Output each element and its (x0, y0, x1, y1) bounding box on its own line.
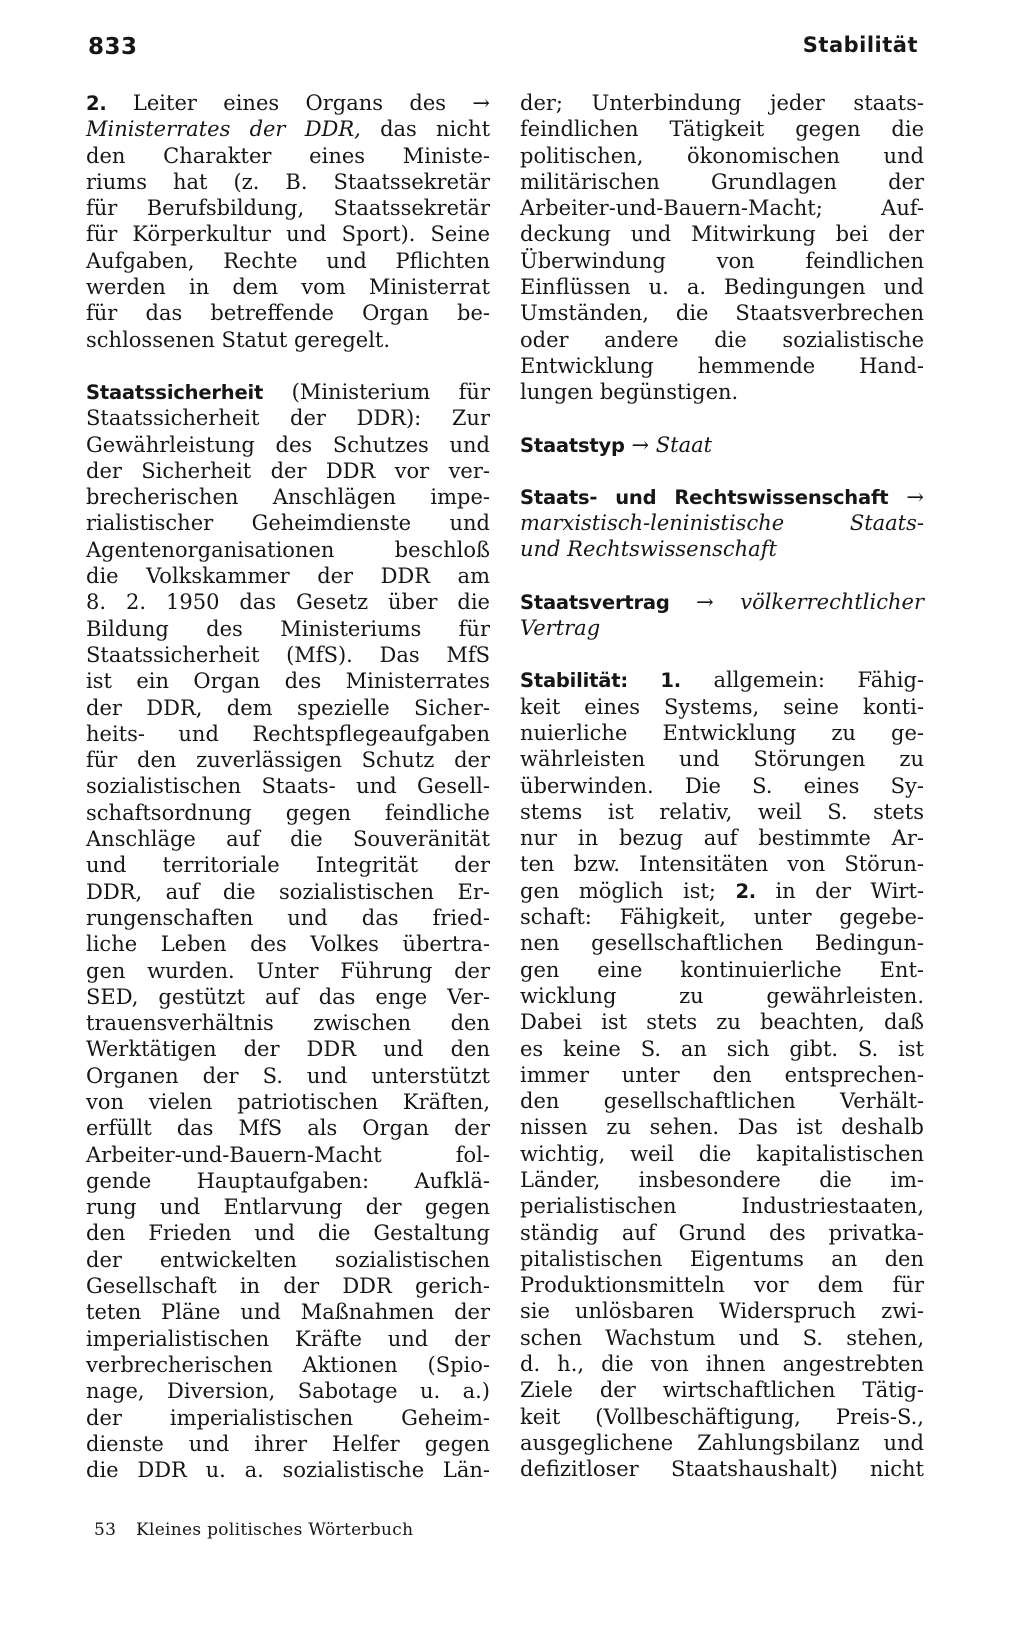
line-text: der Sicherheit der DDR vor ver- (86, 458, 490, 483)
line-text: Organen der S. und unterstützt (86, 1063, 490, 1088)
line-text: für den zuverlässigen Schutz der (86, 748, 490, 773)
line-text: werden in dem vom Ministerrat (86, 275, 490, 300)
line-text: Länder, insbesondere die im- (520, 1167, 924, 1192)
text-line (520, 1220, 924, 1246)
text-line (520, 379, 924, 405)
line-text: feindlichen Tätigkeit gegen die (520, 117, 924, 142)
line-text: Bildung des Ministeriums für (86, 616, 490, 641)
text-line (520, 1141, 924, 1167)
text-line (520, 116, 924, 142)
text-line (520, 589, 924, 615)
line-text: das nicht (360, 117, 491, 142)
line-text: Arbeiter-und-Bauern-Macht; Auf- (520, 196, 924, 221)
line-text: militärischen Grundlagen der (520, 169, 924, 194)
text-line (86, 1431, 490, 1457)
line-text: Gesellschaft in der DDR gerich- (86, 1274, 490, 1299)
line-text: DDR, auf die sozialistischen Er- (86, 879, 490, 904)
line-text: rialistischer Geheimdienste und (86, 511, 490, 536)
line-text: brecherischen Anschlägen impe- (86, 485, 490, 510)
text-line (86, 747, 490, 773)
text-line (86, 405, 490, 431)
line-text: teten Pläne und Maßnahmen der (86, 1300, 490, 1325)
text-line (86, 379, 490, 405)
italic-reference: und Rechtswissenschaft (520, 537, 777, 562)
text-line (520, 1272, 924, 1298)
text-line (86, 195, 490, 221)
entry-keyword: Staats- und Rechtswissenschaft (520, 485, 889, 509)
text-line (86, 852, 490, 878)
line-text: der DDR, dem spezielle Sicher- (86, 695, 490, 720)
entry-keyword: Staatstyp (520, 433, 625, 457)
line-text: oder andere die sozialistische (520, 327, 924, 352)
right-column (520, 90, 924, 1483)
text-line (86, 484, 490, 510)
line-text: schlossenen Statut geregelt. (86, 327, 391, 352)
text-line (520, 1062, 924, 1088)
line-text: erfüllt das MfS als Organ der (86, 1116, 490, 1141)
text-line (86, 274, 490, 300)
line-text: → (888, 484, 924, 509)
paragraph-gap (520, 406, 924, 432)
text-line (520, 983, 924, 1009)
line-text: riums hat (z. B. Staatssekretär (86, 169, 490, 194)
text-line (86, 800, 490, 826)
line-text: nen gesellschaftlichen Bedingun- (520, 931, 924, 956)
text-line (86, 1299, 490, 1325)
text-line (520, 694, 924, 720)
italic-reference: marxistisch-leninistische Staats- (520, 511, 924, 536)
text-line (86, 1378, 490, 1404)
text-line (86, 1063, 490, 1089)
line-text: deckung und Mitwirkung bei der (520, 222, 924, 247)
line-text: schaftsordnung gegen feindliche (86, 800, 490, 825)
italic-reference: Vertrag (520, 616, 601, 641)
line-text: ständig auf Grund des privatka- (520, 1220, 924, 1245)
line-text: der imperialistischen Geheim- (86, 1405, 490, 1430)
line-text: nuierliche Entwicklung zu ge- (520, 720, 924, 745)
line-text: Leiter eines Organs des → (106, 91, 490, 115)
text-line (520, 957, 924, 983)
text-line (520, 1193, 924, 1219)
text-line (86, 1457, 490, 1483)
text-line (520, 773, 924, 799)
line-text: rung und Entlarvung der gegen (86, 1195, 490, 1220)
text-line (86, 432, 490, 458)
italic-reference: völkerrechtlicher (740, 589, 924, 614)
page-number: 833 (88, 34, 138, 60)
line-text: heits- und Rechtspflegeaufgaben (86, 721, 490, 746)
text-line (86, 879, 490, 905)
page-footer (94, 1520, 413, 1540)
text-line (86, 931, 490, 957)
line-text: gen möglich ist; (520, 878, 736, 903)
text-line (520, 195, 924, 221)
left-column (86, 90, 490, 1483)
text-line (520, 143, 924, 169)
line-text: Anschläge auf die Souveränität (86, 827, 490, 852)
entry-keyword: Stabilität: 1. (520, 669, 681, 693)
line-text: gen eine kontinuierliche Ent- (520, 957, 924, 982)
running-head: Stabilität (802, 33, 918, 57)
line-text: von vielen patriotischen Kräften, (86, 1089, 490, 1114)
text-line (86, 958, 490, 984)
line-text: ist ein Organ des Ministerrates (86, 669, 490, 694)
paragraph-gap (86, 353, 490, 379)
line-text: nissen zu sehen. Das ist deshalb (520, 1115, 924, 1140)
entry-keyword: Staatssicherheit (86, 380, 264, 404)
line-text: Überwindung von feindlichen (520, 248, 924, 273)
line-text: gende Hauptaufgaben: Aufklä- (86, 1168, 490, 1193)
line-text: defizitloser Staatshaushalt) nicht (520, 1457, 924, 1482)
text-line (520, 878, 924, 904)
text-line (86, 169, 490, 195)
line-text: Ziele der wirtschaftlichen Tätig- (520, 1378, 924, 1403)
line-text: Arbeiter-und-Bauern-Macht fol- (86, 1142, 490, 1167)
line-text: für Berufsbildung, Staatssekretär (86, 196, 490, 221)
text-line (520, 1298, 924, 1324)
text-line (86, 695, 490, 721)
line-text: liche Leben des Volkes übertra- (86, 932, 490, 957)
line-text: Dabei ist stets zu beachten, daß (520, 1010, 924, 1035)
text-line (86, 826, 490, 852)
text-line (86, 1168, 490, 1194)
book-title: Kleines politisches Wörterbuch (135, 1520, 414, 1540)
text-line (520, 327, 924, 353)
text-line (520, 536, 924, 562)
text-line (86, 642, 490, 668)
line-text: schen Wachstum und S. stehen, (520, 1325, 924, 1350)
line-text: immer unter den entsprechen- (520, 1062, 924, 1087)
text-line (520, 1377, 924, 1403)
text-line (86, 143, 490, 169)
text-line (86, 984, 490, 1010)
text-line (520, 825, 924, 851)
line-text: pitalistischen Eigentums an den (520, 1246, 924, 1271)
line-text: Werktätigen der DDR und den (86, 1037, 490, 1062)
text-line (86, 1352, 490, 1378)
text-line (86, 510, 490, 536)
line-text: überwinden. Die S. eines Sy- (520, 773, 924, 798)
text-line (520, 248, 924, 274)
line-text: für Körperkultur und Sport). Seine (86, 222, 490, 247)
entry-keyword: 2. (735, 879, 757, 903)
line-text: Agentenorganisationen beschloß (86, 537, 490, 562)
text-line (520, 746, 924, 772)
text-line (86, 1089, 490, 1115)
text-line (86, 116, 490, 142)
text-line (86, 616, 490, 642)
line-text: die DDR u. a. sozialistische Län- (86, 1458, 490, 1483)
line-text: den Charakter eines Ministe- (86, 143, 490, 168)
text-line (520, 1036, 924, 1062)
line-text: währleisten und Störungen zu (520, 747, 924, 772)
text-line (520, 1167, 924, 1193)
line-text: es keine S. an sich gibt. S. ist (520, 1036, 924, 1061)
line-text: die Volkskammer der DDR am (86, 564, 490, 589)
line-text: nage, Diversion, Sabotage u. a.) (86, 1379, 490, 1404)
text-line (86, 668, 490, 694)
italic-reference: Staat (655, 432, 713, 457)
text-line (520, 799, 924, 825)
text-line (86, 1247, 490, 1273)
text-line (520, 930, 924, 956)
line-text: Gewährleistung des Schutzes und (86, 432, 490, 457)
line-text: (Ministerium für (263, 379, 490, 404)
line-text: den Frieden und die Gestaltung (86, 1221, 490, 1246)
line-text: den gesellschaftlichen Verhält- (520, 1089, 924, 1114)
line-text: d. h., die von ihnen angestrebten (520, 1352, 924, 1377)
text-line (520, 484, 924, 510)
line-text: sie unlösbaren Widerspruch zwi- (520, 1299, 924, 1324)
text-line (520, 432, 924, 458)
line-text: 8. 2. 1950 das Gesetz über die (86, 590, 490, 615)
text-line (86, 773, 490, 799)
line-text: Produktionsmitteln vor dem für (520, 1273, 924, 1298)
text-line (86, 1194, 490, 1220)
line-text: ten bzw. Intensitäten von Störun- (520, 852, 924, 877)
line-text: stems ist relativ, weil S. stets (520, 799, 924, 824)
text-line (520, 615, 924, 641)
text-line (520, 1456, 924, 1482)
italic-reference: Ministerrates der DDR, (86, 117, 361, 142)
text-line (520, 353, 924, 379)
text-line (86, 1115, 490, 1141)
line-text: Umständen, die Staatsverbrechen (520, 301, 924, 326)
line-text: sozialistischen Staats- und Gesell- (86, 774, 490, 799)
text-line (520, 1009, 924, 1035)
text-line (520, 1114, 924, 1140)
line-text: dienste und ihrer Helfer gegen (86, 1431, 490, 1456)
line-text: perialistischen Industriestaaten, (520, 1194, 924, 1219)
line-text: nur in bezug auf bestimmte Ar- (520, 826, 924, 851)
paragraph-gap (520, 563, 924, 589)
text-line (86, 327, 490, 353)
line-text: Aufgaben, Rechte und Pflichten (86, 248, 490, 273)
line-text: → (624, 432, 656, 457)
text-line (520, 1430, 924, 1456)
text-line (520, 720, 924, 746)
line-text: rungenschaften und das fried- (86, 905, 490, 930)
line-text: der entwickelten sozialistischen (86, 1247, 490, 1272)
line-text: politischen, ökonomischen und (520, 143, 924, 168)
text-line (520, 1351, 924, 1377)
line-text: allgemein: Fähig- (680, 668, 925, 693)
line-text: → (669, 589, 741, 614)
line-text: schaft: Fähigkeit, unter gegebe- (520, 905, 924, 930)
line-text: Einflüssen u. a. Bedingungen und (520, 275, 924, 300)
text-line (86, 1142, 490, 1168)
text-line (520, 904, 924, 930)
line-text: für das betreffende Organ be- (86, 301, 490, 326)
line-text: wichtig, weil die kapitalistischen (520, 1141, 924, 1166)
line-text: keit eines Systems, seine konti- (520, 694, 924, 719)
text-line (86, 905, 490, 931)
text-line (520, 90, 924, 116)
text-line (86, 589, 490, 615)
text-line (86, 563, 490, 589)
line-text: SED, gestützt auf das enge Ver- (86, 984, 490, 1009)
text-line (86, 1405, 490, 1431)
line-text: Entwicklung hemmende Hand- (520, 353, 924, 378)
paragraph-gap (520, 458, 924, 484)
entry-keyword: Staatsvertrag (520, 590, 670, 614)
line-text: in der Wirt- (756, 878, 924, 903)
text-line (520, 510, 924, 536)
line-text: gen wurden. Unter Führung der (86, 958, 490, 983)
text-line (86, 721, 490, 747)
line-text: verbrecherischen Aktionen (Spio- (86, 1352, 490, 1377)
text-line (520, 851, 924, 877)
text-line (520, 1088, 924, 1114)
text-line (520, 667, 924, 693)
line-text: lungen begünstigen. (520, 380, 739, 405)
text-line (86, 300, 490, 326)
entry-keyword: 2. (86, 92, 107, 115)
line-text: ausgeglichene Zahlungsbilanz und (520, 1430, 924, 1455)
text-line (86, 1036, 490, 1062)
line-text: trauensverhältnis zwischen den (86, 1011, 490, 1036)
text-line (520, 1246, 924, 1272)
text-line (520, 300, 924, 326)
text-line (86, 1326, 490, 1352)
line-text: Staatssicherheit der DDR): Zur (86, 406, 490, 431)
line-text: keit (Vollbeschäftigung, Preis-S., (520, 1404, 924, 1429)
text-line (520, 169, 924, 195)
text-line (520, 1325, 924, 1351)
signature-number: 53 (94, 1520, 117, 1540)
line-text: der; Unterbindung jeder staats- (520, 91, 924, 115)
text-line (86, 1273, 490, 1299)
line-text: imperialistischen Kräfte und der (86, 1326, 490, 1351)
text-line (520, 221, 924, 247)
line-text: Staatssicherheit (MfS). Das MfS (86, 642, 490, 667)
text-line (86, 248, 490, 274)
text-line (86, 458, 490, 484)
text-line (520, 1404, 924, 1430)
text-line (86, 90, 490, 116)
text-line (86, 1220, 490, 1246)
line-text: wicklung zu gewährleisten. (520, 983, 924, 1008)
line-text: und territoriale Integrität der (86, 853, 490, 878)
text-line (86, 537, 490, 563)
text-line (520, 274, 924, 300)
text-line (86, 1010, 490, 1036)
paragraph-gap (520, 641, 924, 667)
text-line (86, 221, 490, 247)
